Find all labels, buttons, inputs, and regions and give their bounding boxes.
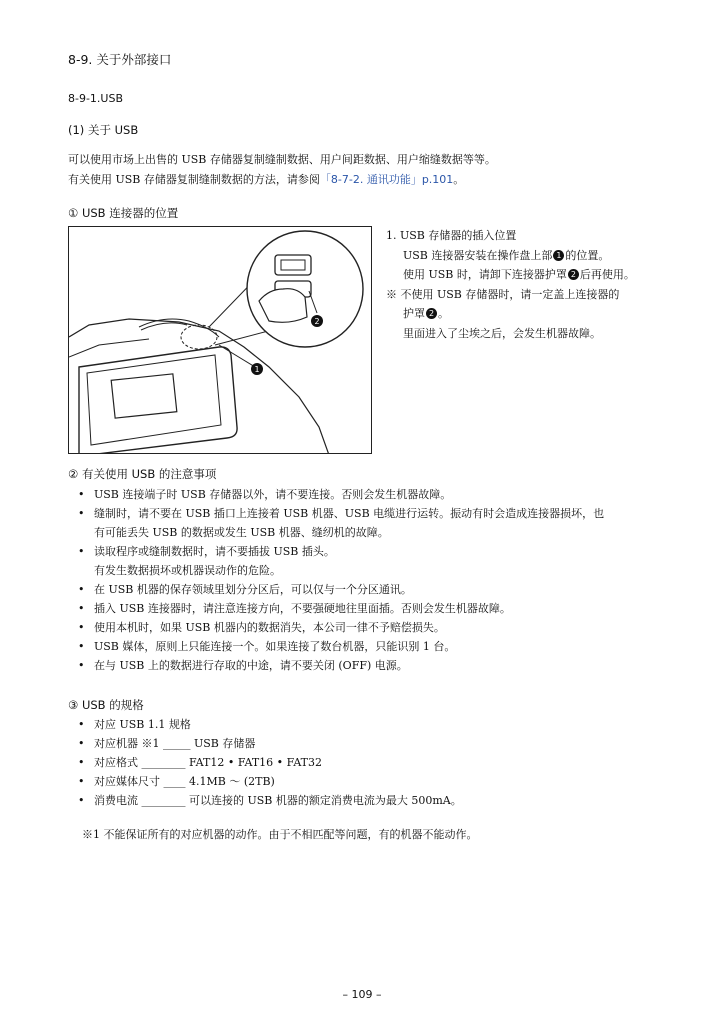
callout-2-label: 2: [314, 317, 320, 326]
list-item: • 对应格式 ________ FAT12 • FAT16 • FAT32: [78, 756, 323, 769]
list-item: • 对应媒体尺寸 ____ 4.1MB ～ (2TB): [78, 775, 275, 788]
precautions-heading: ② 有关使用 USB 的注意事项: [68, 467, 217, 481]
connector-position-heading: ① USB 连接器的位置: [68, 206, 179, 220]
cross-reference-link[interactable]: 「8-7-2. 通讯功能」p.101: [319, 173, 454, 186]
list-item: • 缝制时，请不要在 USB 插口上连接着 USB 机器、USB 电缆进行运转。振动有时会造成连接器损坏，也 有可能丢失 USB 的数据或发生 USB 机器、缝纫机的故障。: [78, 507, 605, 539]
intro-line-2-text: 有关使用 USB 存储器复制缝制数据的方法，请参阅: [68, 173, 320, 186]
list-item: • 对应机器 ※1 _____ USB 存储器: [78, 737, 256, 750]
specs-list: [78, 715, 678, 810]
intro-line-2-end: 。: [453, 173, 465, 186]
list-item: • 在与 USB 上的数据进行存取的中途，请不要关闭 (OFF) 电源。: [78, 659, 408, 672]
page-number: – 109 –: [342, 988, 382, 1001]
marker-1-icon: 1: [553, 250, 564, 261]
note-line-1: 1. USB 存储器的插入位置: [386, 229, 517, 242]
operation-panel-drawing: [69, 227, 372, 454]
list-item: • 插入 USB 连接器时，请注意连接方向，不要强硬地往里面插。否则会发生机器故障。: [78, 602, 511, 615]
list-item: • 使用本机时，如果 USB 机器内的数据消失，本公司一律不予赔偿损失。: [78, 621, 445, 634]
intro-line-2: [68, 170, 464, 189]
precautions-list: [78, 485, 678, 675]
list-item: • 对应 USB 1.1 规格: [78, 718, 191, 731]
note-line-2: USB 连接器安装在操作盘上部 1 的位置。: [403, 248, 610, 262]
note-line-4: ※ 不使用 USB 存储器时，请一定盖上连接器的: [386, 287, 620, 301]
marker-2-icon-b: 2: [426, 308, 437, 319]
note-line-3: 使用 USB 时，请卸下连接器护罩 2 后再使用。: [403, 268, 635, 281]
connector-position-notes: [386, 226, 686, 343]
list-item: • 消费电流 ________ 可以连接的 USB 机器的额定消费电流为最大 500mA。: [78, 794, 462, 807]
list-item: • USB 连接端子时 USB 存储器以外，请不要连接。否则会发生机器故障。: [78, 488, 452, 501]
about-usb-heading: (1) 关于 USB: [68, 123, 139, 137]
list-item: • 读取程序或缝制数据时，请不要插拔 USB 插头。 有发生数据损坏或机器误动作的危险。: [78, 545, 335, 577]
specs-heading: ③ USB 的规格: [68, 698, 144, 712]
callout-1-label: 1: [254, 365, 260, 374]
list-item: • 在 USB 机器的保存领域里划分分区后，可以仅与一个分区通讯。: [78, 583, 412, 596]
intro-line-1: 可以使用市场上出售的 USB 存储器复制缝制数据、用户间距数据、用户缩缝数据等等。: [68, 153, 496, 166]
note-line-6: 里面进入了尘埃之后，会发生机器故障。: [403, 326, 601, 340]
subsection-heading: 8-9-1.USB: [68, 92, 124, 105]
note-line-5: 护罩 2 。: [403, 307, 449, 320]
section-heading: 8-9. 关于外部接口: [68, 52, 172, 67]
marker-2-icon: 2: [568, 269, 579, 280]
usb-connector-illustration: [68, 226, 372, 454]
list-item: • USB 媒体，原则上只能连接一个。如果连接了数台机器，只能识别 1 台。: [78, 640, 456, 653]
footnote: ※1 不能保证所有的对应机器的动作。由于不相匹配等问题，有的机器不能动作。: [82, 828, 478, 841]
